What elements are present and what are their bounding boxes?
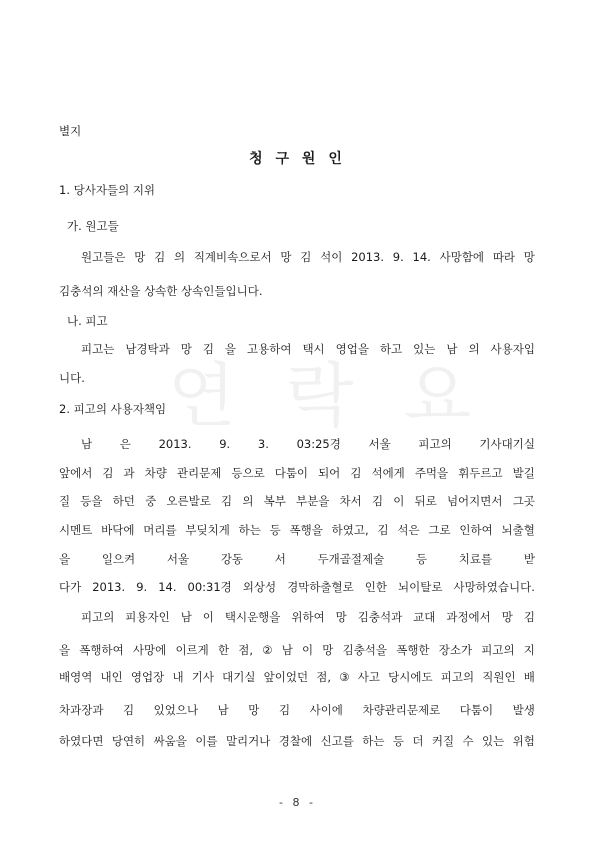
word: 다툼이: [274, 466, 309, 480]
word: 경막하출혈로: [287, 580, 354, 594]
word: 되어: [318, 466, 341, 480]
word: 망: [280, 250, 292, 264]
paragraph-line: 니다.: [59, 371, 85, 385]
paragraph-line: [81, 342, 535, 356]
word: 시멘트: [59, 523, 93, 537]
word: 망: [248, 703, 260, 717]
word: ③: [339, 670, 350, 684]
word: 차량관리문제로: [362, 703, 441, 717]
word: 위험: [512, 734, 535, 748]
word: 경찰에: [278, 734, 313, 748]
word: 뒤로: [414, 494, 437, 508]
word: 그로: [428, 523, 451, 537]
word: 뇌이탈로: [398, 580, 443, 594]
word: 질: [59, 494, 71, 508]
word: 의: [468, 342, 480, 356]
word: 남: [281, 643, 293, 657]
word: 한: [217, 643, 230, 657]
word: 위하여: [291, 610, 325, 624]
word: 장소가: [438, 643, 473, 657]
word: 이르게: [175, 643, 209, 657]
word: 을: [224, 342, 237, 356]
section-2-heading: 2. 피고의 사용자책임: [59, 402, 167, 416]
word: 지: [523, 643, 535, 657]
word: 점,: [316, 670, 332, 684]
paragraph-line: [59, 494, 535, 508]
word: 바닥에: [101, 523, 135, 537]
word: 따라: [492, 250, 516, 264]
word: 망: [180, 342, 192, 356]
word: 2013.: [351, 250, 385, 264]
word: 폭행을: [289, 523, 323, 537]
word: 일으켜: [101, 552, 136, 566]
watermark: 연 락 요: [168, 355, 486, 437]
word: 주먹을: [414, 466, 449, 480]
word: 관리문제: [176, 466, 222, 480]
section-1-heading: 1. 당사자들의 지위: [59, 183, 156, 197]
word: 김충석을: [342, 643, 388, 657]
word: 03:25경: [296, 437, 341, 451]
word: 영업을: [335, 342, 369, 356]
word: 있는: [482, 734, 505, 748]
word: 피고의: [440, 670, 475, 684]
paragraph-line: [59, 734, 535, 748]
word: 등: [269, 523, 281, 537]
word: 뇌출혈: [501, 523, 535, 537]
word: 을: [59, 643, 71, 657]
word: 김: [350, 466, 362, 480]
word: 9.: [392, 250, 404, 264]
word: 2013.: [92, 580, 126, 594]
paragraph-line: [59, 523, 535, 537]
word: 김: [523, 610, 535, 624]
word: 남: [217, 703, 229, 717]
word: 이: [202, 610, 214, 624]
word: 사이에: [309, 703, 343, 717]
word: 교대: [413, 610, 436, 624]
paragraph-line: [59, 703, 535, 717]
word: 기사대기실: [479, 437, 535, 451]
paragraph-line: [59, 643, 535, 657]
word: 이: [302, 643, 314, 657]
word: 김: [202, 342, 214, 356]
word: 수: [462, 734, 474, 748]
word: 말리거나: [225, 734, 271, 748]
word: 망: [501, 610, 513, 624]
word: 의: [173, 250, 186, 264]
word: 발생: [512, 703, 535, 717]
word: 원고들은: [81, 250, 126, 264]
word: 강동: [220, 552, 244, 566]
word: 남: [81, 437, 93, 451]
word: 망: [523, 250, 535, 264]
word: 망: [322, 643, 334, 657]
word: 배: [523, 670, 535, 684]
word: 등: [415, 552, 428, 566]
word: 이를: [195, 734, 218, 748]
word: 하던: [112, 494, 135, 508]
word: 있었으나: [153, 703, 199, 717]
word: 머리를: [143, 523, 177, 537]
word: 3.: [257, 437, 269, 451]
word: 남: [446, 342, 458, 356]
word: 남경탁과: [125, 342, 170, 356]
paragraph-line: [81, 250, 535, 264]
word: 그곳: [512, 494, 535, 508]
word: 차서: [339, 494, 362, 508]
word: 사망함에: [439, 250, 485, 264]
paragraph-line: [59, 670, 535, 684]
section-1a-heading: 가. 원고들: [67, 219, 119, 233]
word: 9.: [136, 580, 148, 594]
word: 휘두르고: [458, 466, 503, 480]
word: 사망하였습니다.: [453, 580, 535, 594]
word: 택시: [302, 342, 325, 356]
word: 과정에서: [446, 610, 491, 624]
paragraph-line: [59, 466, 535, 480]
word: 김충석과: [357, 610, 403, 624]
word: 당시에도: [388, 670, 433, 684]
word: 서: [274, 552, 286, 566]
word: 석에게: [371, 466, 405, 480]
word: 00:31경: [187, 580, 232, 594]
word: 직계비속으로서: [193, 250, 272, 264]
word: 등으로: [231, 466, 265, 480]
word: ②: [262, 643, 273, 657]
word: 피고의: [81, 610, 115, 624]
word: 차과장과: [59, 703, 104, 717]
attachment-label: 별지: [59, 124, 82, 138]
word: 커질: [431, 734, 455, 748]
word: 9.: [219, 437, 231, 451]
word: 기사: [191, 670, 214, 684]
word: 차량: [144, 466, 167, 480]
section-1b-heading: 나. 피고: [67, 314, 108, 328]
word: 오른발로: [166, 494, 211, 508]
word: 신고를: [320, 734, 354, 748]
word: 배영역: [59, 670, 93, 684]
word: 두개골절제술: [317, 552, 385, 566]
word: 넘어지면서: [446, 494, 503, 508]
word: 석은: [397, 523, 420, 537]
word: 폭행하여: [79, 643, 124, 657]
word: 을: [59, 552, 71, 566]
word: 내인: [100, 670, 123, 684]
word: 하였다면: [59, 734, 104, 748]
word: 내: [172, 670, 184, 684]
word: 등을: [80, 494, 103, 508]
word: 피용자인: [125, 610, 170, 624]
word: 발길: [512, 466, 535, 480]
paragraph-line: [81, 437, 535, 451]
word: 싸움을: [153, 734, 187, 748]
word: 앞에서: [59, 466, 93, 480]
word: 인하여: [459, 523, 493, 537]
word: 외상성: [242, 580, 277, 594]
word: 하는: [238, 523, 261, 537]
word: 의: [242, 494, 254, 508]
word: 14.: [158, 580, 177, 594]
word: 치료를: [458, 552, 493, 566]
word: 피고의: [418, 437, 452, 451]
word: 김: [377, 523, 389, 537]
word: 더: [412, 734, 424, 748]
word: 사용자입: [490, 342, 535, 356]
word: 서울: [166, 552, 190, 566]
word: 중: [145, 494, 157, 508]
word: 택시운행을: [224, 610, 281, 624]
word: 직원인: [482, 670, 516, 684]
word: 김: [102, 466, 114, 480]
word: 망: [335, 610, 347, 624]
word: 하고: [379, 342, 403, 356]
word: 이: [393, 494, 405, 508]
word: 김: [221, 494, 233, 508]
word: 있는: [413, 342, 436, 356]
word: 인한: [364, 580, 387, 594]
word: 서울: [368, 437, 391, 451]
word: 피고는: [81, 342, 115, 356]
page-number: - 8 -: [279, 796, 316, 809]
paragraph-line: 김충석의 재산을 상속한 상속인들입니다.: [59, 284, 263, 298]
word: 피고의: [481, 643, 515, 657]
word: 앞이었던: [263, 670, 309, 684]
paragraph-line: [59, 580, 535, 594]
word: 김: [371, 494, 384, 508]
word: 석이: [320, 250, 343, 264]
word: 하였고,: [331, 523, 369, 537]
word: 폭행한: [396, 643, 430, 657]
paragraph-line: [81, 610, 535, 624]
word: 과: [123, 466, 135, 480]
word: 대기실: [222, 670, 256, 684]
document-title: 청 구 원 인: [249, 151, 346, 167]
word: 김: [278, 703, 291, 717]
word: 김: [154, 250, 166, 264]
word: 김: [122, 703, 135, 717]
word: 망: [134, 250, 146, 264]
word: 하는: [362, 734, 385, 748]
word: 2013.: [158, 437, 192, 451]
word: 사고: [357, 670, 380, 684]
word: 복부: [263, 494, 286, 508]
word: 당연히: [111, 734, 146, 748]
word: 점,: [238, 643, 254, 657]
word: 영업장: [130, 670, 165, 684]
word: 부분을: [296, 494, 330, 508]
word: 고용하여: [247, 342, 292, 356]
word: 사망에: [132, 643, 167, 657]
word: 은: [119, 437, 131, 451]
word: 14.: [412, 250, 431, 264]
word: 남: [180, 610, 192, 624]
word: 등: [392, 734, 404, 748]
word: 부딪치게: [185, 523, 230, 537]
word: 김: [300, 250, 312, 264]
word: 다툼이: [459, 703, 494, 717]
word: 받: [523, 552, 535, 566]
paragraph-line: [59, 552, 535, 566]
word: 다가: [59, 580, 82, 594]
